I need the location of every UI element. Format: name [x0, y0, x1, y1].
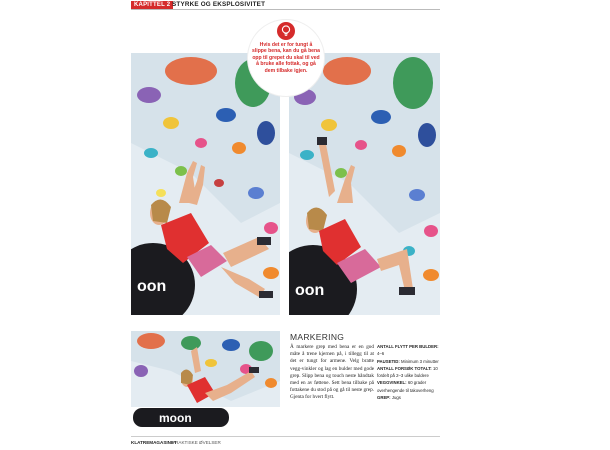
- header-divider: [131, 9, 440, 10]
- fact-rest: PAUSETID: Minimum 3 minutter: [377, 358, 439, 364]
- climbing-photo-1: [131, 53, 280, 315]
- svg-text:oon: oon: [137, 278, 167, 295]
- chapter-title: STYRKE OG EKSPLOSIVITET: [172, 1, 266, 8]
- svg-text:moon: moon: [159, 411, 192, 425]
- tip-text: Hvis det er for tungt å slippe bena, kan du gå bena opp til grepet du skal til ved å bruke alle fottak, og gå dem tilbake igjen.: [252, 42, 320, 74]
- article-title: MARKERING: [290, 332, 345, 342]
- footer-magazine: KLATREMAGASINET: [131, 440, 177, 445]
- article-body: Å markere grep med bena er en god måte å trene kjernen på, i tillegg til at det er tungt for armene. Velg bratte vegg-vinkler og lag en bulder med gode grep. Slipp bena og touch neste håndtak med en av føttene. Sett bena tilbake på fottakene du stod på og gå til neste grep. Gjenta for hvert flytt.: [290, 344, 374, 401]
- exercise-facts: [377, 343, 440, 401]
- climbing-photo-2: [289, 53, 440, 315]
- climbing-photo-3: [131, 331, 280, 428]
- chapter-tag: KAPITTEL 2: [131, 1, 173, 9]
- fact-wall-angle: VEGGVINKEL: 60 grader overhengende til takoverheng: [377, 380, 434, 393]
- svg-text:oon: oon: [295, 282, 325, 299]
- fact-moves: ANTALL FLYTT PER BULDER: 4–6: [377, 344, 439, 357]
- footer-divider: [131, 436, 440, 437]
- lightbulb-icon: [277, 22, 295, 40]
- footer-section: PRAKTISKE ØVELSER: [172, 440, 221, 445]
- fact-holds: GREP: Jugs: [377, 395, 401, 401]
- fact-attempts: ANTALL FORSØK TOTALT: 10 fordelt på 2–3 ulike buldere: [377, 365, 438, 379]
